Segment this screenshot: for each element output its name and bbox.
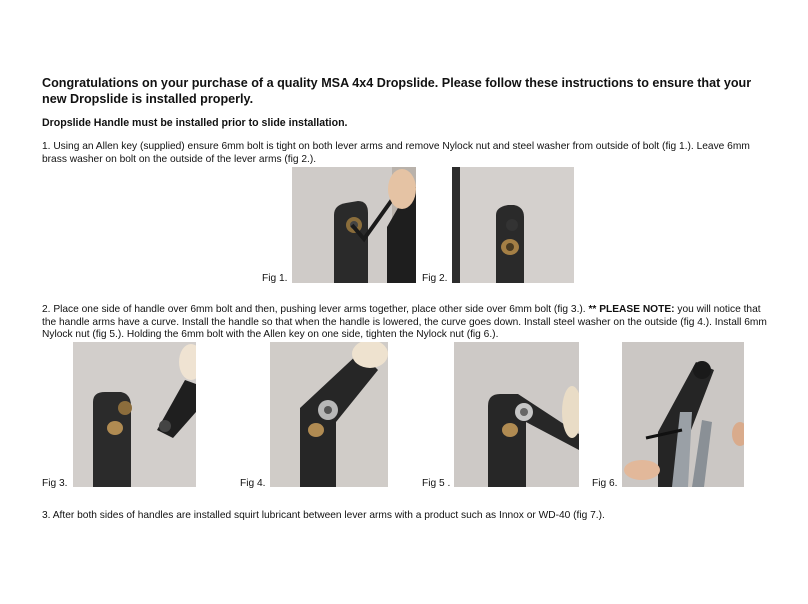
step-2-text-start: 2. Place one side of handle over 6mm bolt and then, pushing lever arms together, place other side over 6mm bolt (fig 3.). <box>42 304 589 315</box>
document-title: Congratulations on your purchase of a quality MSA 4x4 Dropslide. Please follow these instructions to ensure that your new Dropslide is installed properly. <box>42 76 752 106</box>
fig1-photo <box>292 167 416 283</box>
fig2-photo <box>452 167 574 283</box>
fig5-caption: Fig 5 . <box>422 478 451 489</box>
step-1-text: 1. Using an Allen key (supplied) ensure 6mm bolt is tight on both lever arms and remove Nylock nut and steel washer from outside of bolt (fig 1.). Leave 6mm brass washer on bolt on the outside of the lever arms (fig 2.). <box>42 141 750 165</box>
fig4-caption: Fig 4. <box>240 478 266 489</box>
fig2-caption: Fig 2. <box>422 273 448 284</box>
fig5-photo <box>454 342 579 487</box>
step-2-text <box>42 304 772 342</box>
step-3-text: 3. After both sides of handles are installed squirt lubricant between lever arms with a product such as Innox or WD-40 (fig 7.). <box>42 510 605 521</box>
fig6-caption: Fig 6. <box>592 478 618 489</box>
fig6-photo <box>622 342 744 487</box>
fig4-photo <box>270 342 388 487</box>
subheading: Dropslide Handle must be installed prior to slide installation. <box>42 117 348 129</box>
fig3-photo <box>73 342 196 487</box>
fig3-caption: Fig 3. <box>42 478 68 489</box>
step-2-text-end: you will notice that the handle arms have a curve. Install the handle so that when the handle is lowered, the curve goes down. Install steel washer on the outside (fig 4.). Install 6mm Nylock nut (fig 5.). Holding the 6mm bolt with the Allen key on one side, tighten the Nylock nut (fig 6.). <box>42 304 767 341</box>
fig1-caption: Fig 1. <box>262 273 288 284</box>
please-note-label: ** PLEASE NOTE: <box>588 304 675 315</box>
